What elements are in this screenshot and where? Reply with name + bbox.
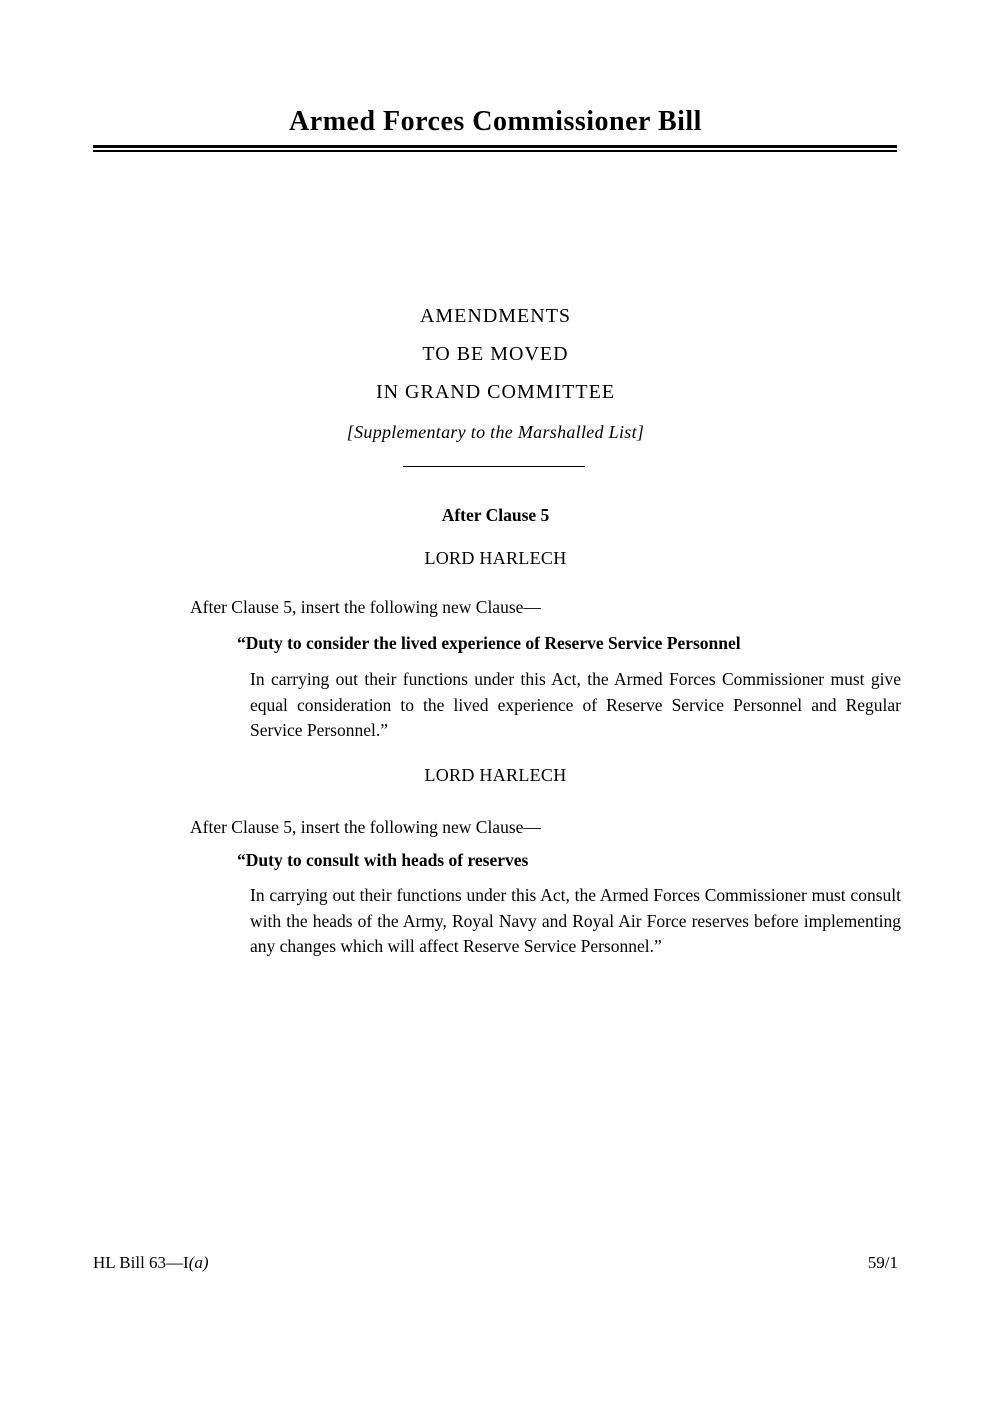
bill-reference-prefix: HL Bill 63—I	[93, 1253, 189, 1272]
amendment-instruction: After Clause 5, insert the following new Clause—	[190, 817, 541, 837]
section-heading-after-clause-5: After Clause 5	[441, 505, 550, 525]
new-clause-body: In carrying out their functions under this Act, the Armed Forces Commissioner must consult with the heads of the Army, Royal Navy and Royal Air Force reserves before implementing any changes which will affect Reserve Service Personnel.”	[250, 885, 901, 956]
amendment-instruction: After Clause 5, insert the following new Clause—	[190, 597, 541, 617]
new-clause-title: “Duty to consult with heads of reserves	[237, 850, 529, 870]
page-footer	[93, 1253, 898, 1273]
page-title: Armed Forces Commissioner Bill	[289, 106, 702, 137]
amendment-number: 59/1	[867, 1253, 898, 1272]
separator-rule	[403, 466, 585, 467]
front-heading-to-be-moved: TO BE MOVED	[422, 343, 569, 365]
front-heading-committee: IN GRAND COMMITTEE	[375, 381, 616, 403]
member-name: LORD HARLECH	[424, 765, 567, 785]
bill-reference	[93, 1253, 209, 1273]
front-subnote: [Supplementary to the Marshalled List]	[346, 422, 645, 442]
new-clause-body: In carrying out their functions under this Act, the Armed Forces Commissioner must give equal consideration to the lived experience of Reserve Service Personnel and Regular Service Personnel.”	[250, 669, 901, 740]
front-heading-amendments: AMENDMENTS	[419, 305, 572, 327]
member-name: LORD HARLECH	[424, 548, 567, 568]
title-double-rule	[93, 145, 897, 152]
bill-reference-suffix: (a)	[188, 1253, 209, 1272]
new-clause-title: “Duty to consider the lived experience of Reserve Service Personnel	[237, 633, 741, 653]
